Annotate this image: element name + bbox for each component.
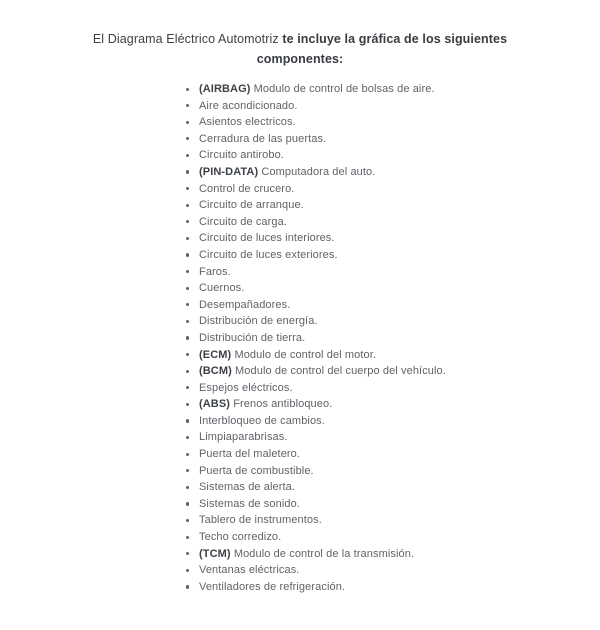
component-text: Puerta del maletero.: [199, 448, 301, 461]
list-item: [185, 413, 600, 430]
components-list: [185, 81, 600, 595]
bullet-icon: [186, 336, 189, 339]
list-item: [185, 446, 600, 463]
title-regular-part: El Diagrama Eléctrico Automotriz: [92, 32, 279, 46]
component-text: Puerta de combustible.: [199, 464, 314, 477]
bullet-icon: [186, 237, 189, 240]
bullet-icon: [186, 253, 189, 256]
list-item: [185, 98, 600, 115]
component-text: Cerradura de las puertas.: [199, 132, 327, 145]
component-text: Techo corredizo.: [199, 531, 282, 544]
bullet-icon: [186, 104, 189, 107]
list-item: [185, 264, 600, 281]
component-text: Sistemas de alerta.: [199, 481, 296, 494]
component-text: Ventiladores de refrigeración.: [199, 580, 346, 593]
bullet-icon: [186, 370, 189, 373]
bullet-icon: [186, 536, 189, 539]
bullet-icon: [186, 386, 189, 389]
component-text: Sistemas de sonido.: [199, 497, 300, 510]
component-text: Control de crucero.: [199, 182, 295, 195]
bullet-icon: [186, 137, 189, 140]
list-item: [185, 214, 600, 231]
bullet-icon: [186, 486, 189, 489]
component-text: Limpiaparabrisas.: [199, 431, 288, 444]
list-item: [185, 181, 600, 198]
list-item: [185, 313, 600, 330]
list-item: [185, 297, 600, 314]
list-item: [185, 562, 600, 579]
list-item: [185, 396, 600, 413]
list-item: [185, 579, 600, 596]
component-code: (BCM): [199, 365, 232, 378]
list-item: [185, 247, 600, 264]
bullet-icon: [186, 552, 189, 555]
list-item: [185, 463, 600, 480]
component-text: Circuito de carga.: [199, 215, 288, 228]
component-text: Cuernos.: [199, 282, 245, 295]
list-item: [185, 363, 600, 380]
list-item: [185, 529, 600, 546]
bullet-icon: [186, 419, 189, 422]
component-text: Desempañadores.: [199, 298, 291, 311]
list-item: [185, 496, 600, 513]
bullet-icon: [186, 220, 189, 223]
list-item: [185, 512, 600, 529]
component-text: Modulo de control de bolsas de aire.: [253, 83, 435, 95]
component-text: Circuito de arranque.: [199, 199, 304, 212]
list-item: [185, 147, 600, 164]
component-code: (PIN-DATA): [199, 165, 259, 178]
bullet-icon: [186, 88, 189, 91]
component-text: Modulo de control del motor.: [234, 348, 377, 361]
bullet-icon: [186, 585, 189, 588]
component-text: Computadora del auto.: [261, 165, 376, 178]
component-code: (ABS): [199, 398, 231, 411]
page-title: [65, 30, 535, 69]
component-text: Asientos electricos.: [199, 116, 296, 129]
list-item: [185, 330, 600, 347]
list-item: [185, 280, 600, 297]
component-text: Distribución de energía.: [199, 315, 318, 328]
component-text: Aire acondicionado.: [199, 99, 298, 112]
component-code: (AIRBAG): [199, 83, 251, 95]
bullet-icon: [186, 469, 189, 472]
bullet-icon: [186, 320, 189, 323]
component-code: (ECM): [199, 348, 232, 361]
component-text: Tablero de instrumentos.: [199, 514, 322, 527]
list-item: [185, 114, 600, 131]
list-item: [185, 164, 600, 181]
list-item: [185, 546, 600, 563]
bullet-icon: [186, 353, 189, 356]
list-item: [185, 479, 600, 496]
component-text: Distribución de tierra.: [199, 331, 306, 344]
bullet-icon: [186, 270, 189, 273]
title-bold-part: te incluye la gráfica de los siguientes componentes:: [256, 32, 508, 66]
component-text: Frenos antibloqueo.: [233, 398, 333, 411]
list-item: [185, 380, 600, 397]
bullet-icon: [186, 154, 189, 157]
bullet-icon: [186, 303, 189, 306]
bullet-icon: [186, 569, 189, 572]
list-item: [185, 81, 600, 98]
component-text: Interbloqueo de cambios.: [199, 414, 325, 427]
list-item: [185, 230, 600, 247]
bullet-icon: [186, 287, 189, 290]
component-text: Circuito de luces interiores.: [199, 232, 335, 245]
component-text: Circuito de luces exteriores.: [199, 248, 338, 261]
component-text: Faros.: [199, 265, 231, 278]
bullet-icon: [186, 170, 189, 173]
component-text: Espejos eléctricos.: [199, 381, 293, 394]
component-text: Modulo de control del cuerpo del vehículo.: [235, 365, 446, 378]
component-text: Modulo de control de la transmisión.: [233, 547, 415, 560]
bullet-icon: [186, 436, 189, 439]
component-text: Circuito antirobo.: [199, 149, 284, 162]
bullet-icon: [186, 121, 189, 124]
list-item: [185, 347, 600, 364]
page: [0, 30, 600, 630]
component-code: (TCM): [199, 547, 231, 560]
bullet-icon: [186, 502, 189, 505]
bullet-icon: [186, 403, 189, 406]
component-text: Ventanas eléctricas.: [199, 564, 300, 577]
bullet-icon: [186, 204, 189, 207]
list-item: [185, 429, 600, 446]
list-item: [185, 197, 600, 214]
bullet-icon: [186, 187, 189, 190]
list-item: [185, 131, 600, 148]
bullet-icon: [186, 519, 189, 522]
bullet-icon: [186, 453, 189, 456]
